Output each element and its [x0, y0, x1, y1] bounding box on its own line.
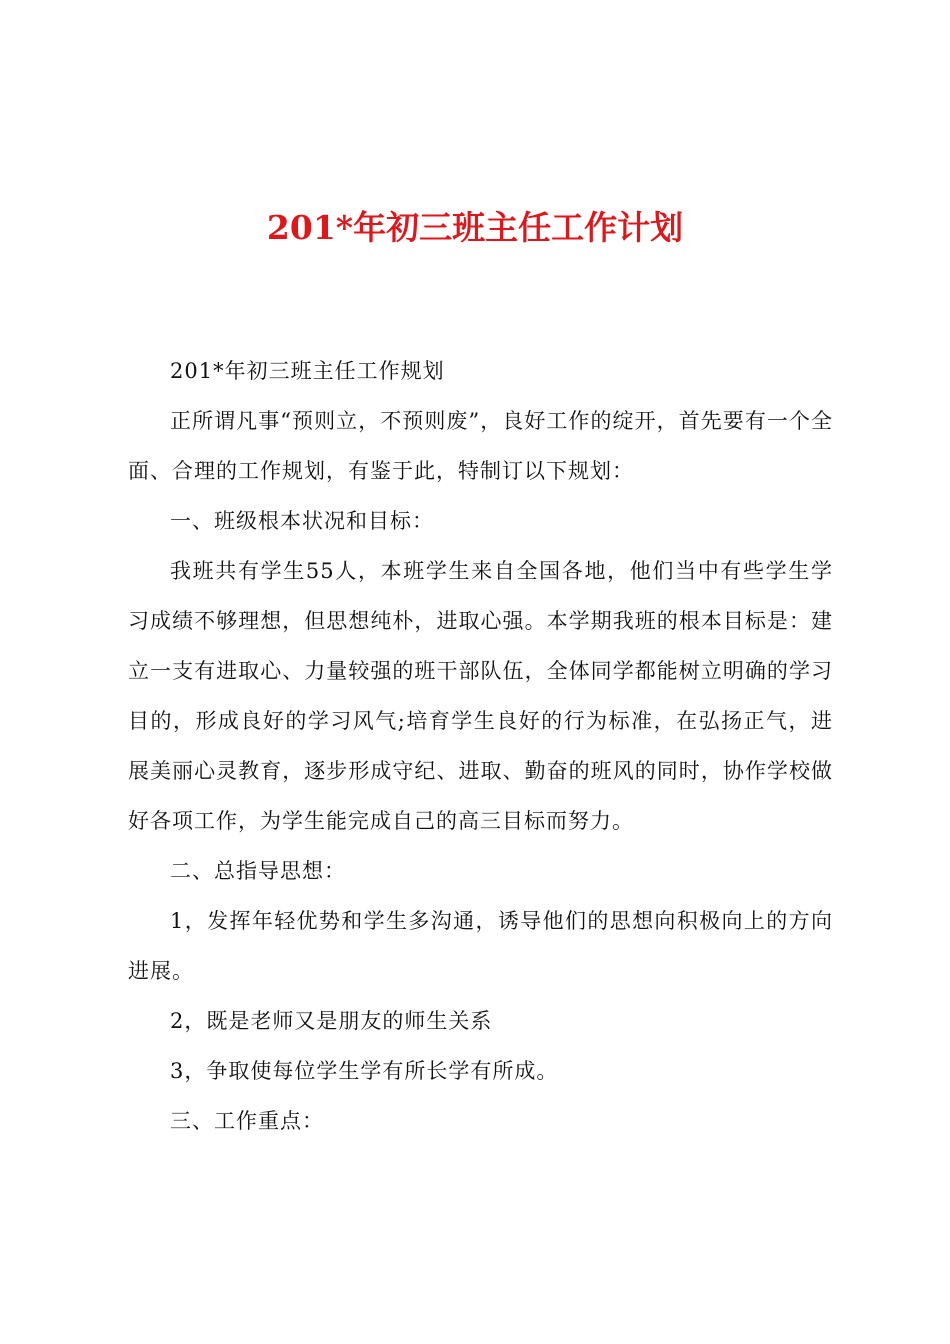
paragraph-subtitle: 201*年初三班主任工作规划	[170, 359, 445, 383]
heading-section-1: 一、班级根本状况和目标：	[170, 509, 434, 533]
heading-section-3: 三、工作重点：	[170, 1109, 324, 1133]
list-item-3: 3，争取使每位学生学有所长学有所成。	[170, 1059, 559, 1083]
heading-section-2: 二、总指导思想：	[170, 859, 346, 883]
document-body	[128, 346, 833, 1146]
document-title: 201*年初三班主任工作计划	[266, 208, 684, 247]
paragraph-class-status: 我班共有学生55人，本班学生来自全国各地，他们当中有些学生学习成绩不够理想，但思想纯朴，进取心强。本学期我班的根本目标是：建立一支有进取心、力量较强的班干部队伍，全体同学都能树立明确的学习目的，形成良好的学习风气;培育学生良好的行为标准，在弘扬正气，进展美丽心灵教育，逐步形成守纪、进取、勤奋的班风的同时，协作学校做好各项工作，为学生能完成自己的高三目标而努力。	[128, 559, 833, 833]
paragraph-intro: 正所谓凡事“预则立，不预则废”，良好工作的绽开，首先要有一个全面、合理的工作规划，有鉴于此，特制订以下规划：	[128, 409, 833, 483]
list-item-1: 1，发挥年轻优势和学生多沟通，诱导他们的思想向积极向上的方向进展。	[128, 909, 833, 983]
list-item-2: 2，既是老师又是朋友的师生关系	[170, 1009, 493, 1033]
